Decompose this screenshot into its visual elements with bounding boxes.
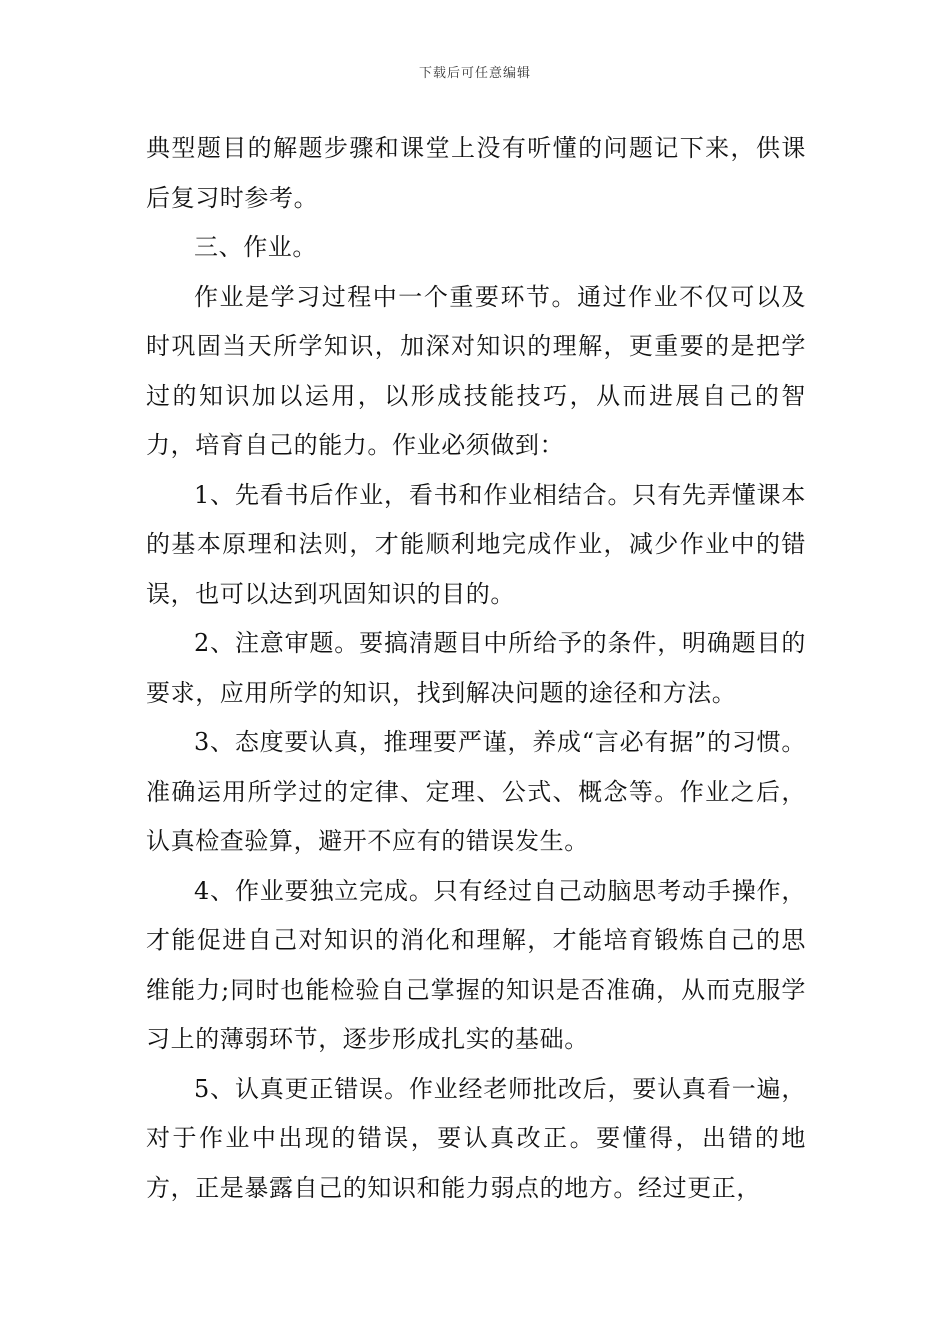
list-item-4: 4、作业要独立完成。只有经过自己动脑思考动手操作，才能促进自己对知识的消化和理解，才能培育锻炼自己的思维能力;同时也能检验自己掌握的知识是否准确，从而克服学习上的薄弱环节，逐步形成扎实的基础。	[146, 876, 806, 1053]
paragraph-homework-intro: 作业是学习过程中一个重要环节。通过作业不仅可以及时巩固当天所学知识，加深对知识的理解，更重要的是把学过的知识加以运用，以形成技能技巧，从而进展自己的智力，培育自己的能力。作业必须做到：	[146, 282, 806, 459]
paragraph-continuation: 典型题目的解题步骤和课堂上没有听懂的问题记下来，供课后复习时参考。	[146, 134, 806, 212]
list-item-3: 3、态度要认真，推理要严谨，养成“言必有据”的习惯。准确运用所学过的定律、定理、公式、概念等。作业之后，认真检查验算，避开不应有的错误发生。	[146, 728, 806, 855]
section-heading-homework: 三、作业。	[194, 233, 317, 261]
page-header-note: 下载后可任意编辑	[418, 66, 531, 81]
list-item-2: 2、注意审题。要搞清题目中所给予的条件，明确题目的要求，应用所学的知识，找到解决问题的途径和方法。	[146, 629, 806, 707]
document-body	[146, 124, 806, 1213]
list-item-5: 5、认真更正错误。作业经老师批改后，要认真看一遍，对于作业中出现的错误，要认真改正。要懂得，出错的地方，正是暴露自己的知识和能力弱点的地方。经过更正，	[146, 1074, 806, 1202]
list-item-1: 1、先看书后作业，看书和作业相结合。只有先弄懂课本的基本原理和法则，才能顺利地完成作业，减少作业中的错误，也可以达到巩固知识的目的。	[146, 480, 806, 608]
